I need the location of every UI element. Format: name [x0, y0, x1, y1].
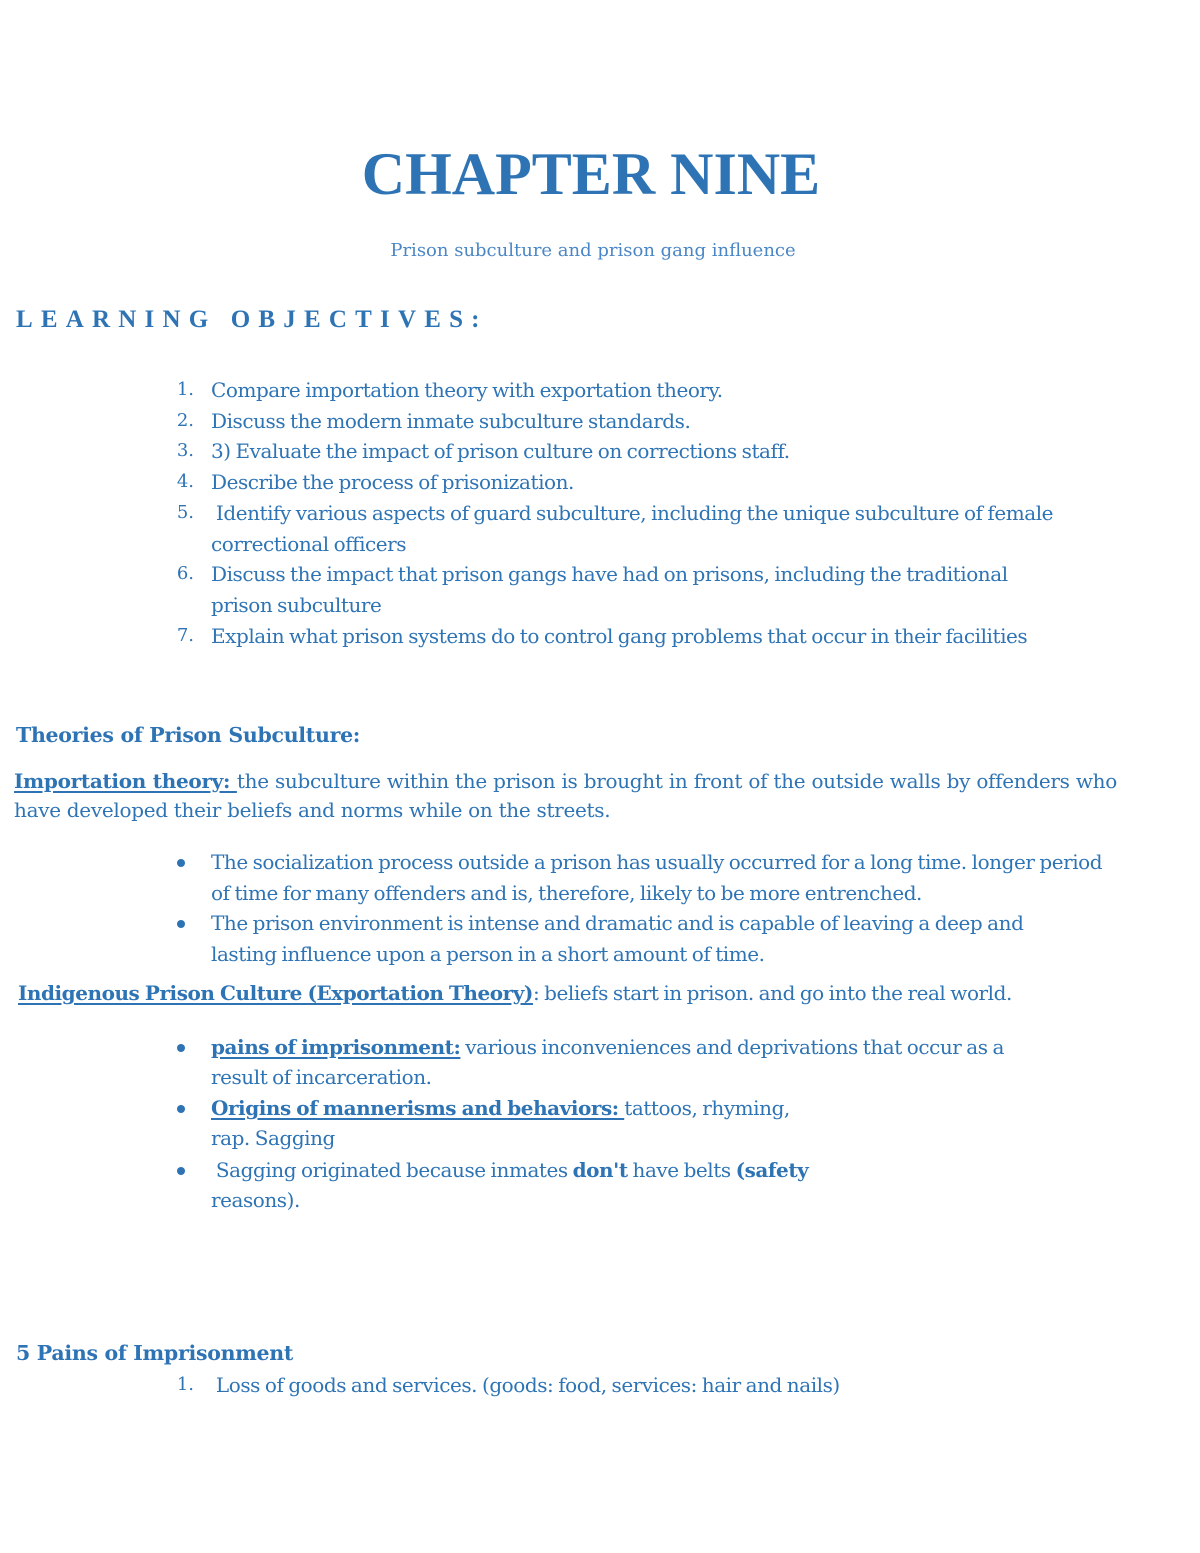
list-number: 1. [176, 379, 194, 400]
importation-theory-term: Importation theory: [14, 769, 237, 793]
bullet-text-part: Sagging originated because inmates [211, 1158, 573, 1182]
bold-term: (safety [735, 1158, 809, 1182]
bullet-text-rest: various inconveniences and deprivations that occur as a [460, 1035, 1004, 1059]
list-number: 1. [176, 1374, 194, 1395]
bullet-text [211, 1155, 808, 1186]
origins-of-mannerisms-term: Origins of mannerisms and behaviors: [211, 1096, 625, 1120]
learning-objectives-heading: LEARNING OBJECTIVES: [16, 306, 488, 333]
objective-text: Identify various aspects of guard subculture, including the unique subculture of female [211, 501, 1054, 525]
bullet-text-continued: reasons). [211, 1188, 300, 1212]
list-number: 4. [176, 471, 194, 492]
bullet-icon [177, 1167, 185, 1175]
objective-text: Compare importation theory with exportation theory. [211, 378, 723, 402]
objective-text: Explain what prison systems do to control gang problems that occur in their facilities [211, 624, 1028, 648]
objective-text: Discuss the modern inmate subculture standards. [211, 409, 691, 433]
chapter-title: CHAPTER NINE [361, 141, 821, 207]
theories-heading: Theories of Prison Subculture: [16, 723, 361, 747]
exportation-theory-definition: : beliefs start in prison. and go into the real world. [532, 981, 1012, 1005]
pains-of-imprisonment-term: pains of imprisonment: [211, 1035, 461, 1059]
objective-text: 3) Evaluate the impact of prison culture on corrections staff. [211, 439, 790, 463]
chapter-subtitle: Prison subculture and prison gang influence [390, 240, 796, 261]
bullet-text: The socialization process outside a prison has usually occurred for a long time. longer period [211, 850, 1103, 874]
bullet-text [211, 1032, 1004, 1063]
list-number: 2. [176, 410, 194, 431]
objective-text: Describe the process of prisonization. [211, 470, 574, 494]
pains-heading: 5 Pains of Imprisonment [16, 1341, 294, 1365]
bullet-text-continued: of time for many offenders and is, therefore, likely to be more entrenched. [211, 881, 922, 905]
bullet-text-rest: tattoos, rhyming, [624, 1096, 790, 1120]
bullet-icon [177, 1044, 185, 1052]
bullet-text-continued: lasting influence upon a person in a short amount of time. [211, 942, 765, 966]
objective-text: Discuss the impact that prison gangs have had on prisons, including the traditional [211, 562, 1008, 586]
importation-theory-definition: the subculture within the prison is brought in front of the outside walls by offenders who have developed their beliefs and norms while on the streets. [14, 769, 1117, 822]
bullet-text-continued: rap. Sagging [211, 1126, 335, 1150]
list-number: 5. [176, 502, 194, 523]
bullet-text: The prison environment is intense and dramatic and is capable of leaving a deep and [211, 911, 1024, 935]
objective-text-continued: prison subculture [211, 593, 382, 617]
list-number: 7. [176, 625, 194, 646]
pain-text: Loss of goods and services. (goods: food, services: hair and nails) [211, 1373, 840, 1397]
bullet-icon [177, 920, 185, 928]
bullet-text-part: have belts [627, 1158, 736, 1182]
exportation-theory-paragraph [18, 979, 1012, 1008]
bullet-icon [177, 1105, 185, 1113]
bullet-text [211, 1093, 790, 1124]
objective-text-continued: correctional officers [211, 532, 407, 556]
list-number: 6. [176, 563, 194, 584]
bullet-text-continued: result of incarceration. [211, 1065, 432, 1089]
bold-term: don't [572, 1158, 628, 1182]
bullet-icon [177, 859, 185, 867]
exportation-theory-term: Indigenous Prison Culture (Exportation Theory) [18, 981, 533, 1005]
list-number: 3. [176, 440, 194, 461]
importation-theory-paragraph [14, 767, 1117, 825]
